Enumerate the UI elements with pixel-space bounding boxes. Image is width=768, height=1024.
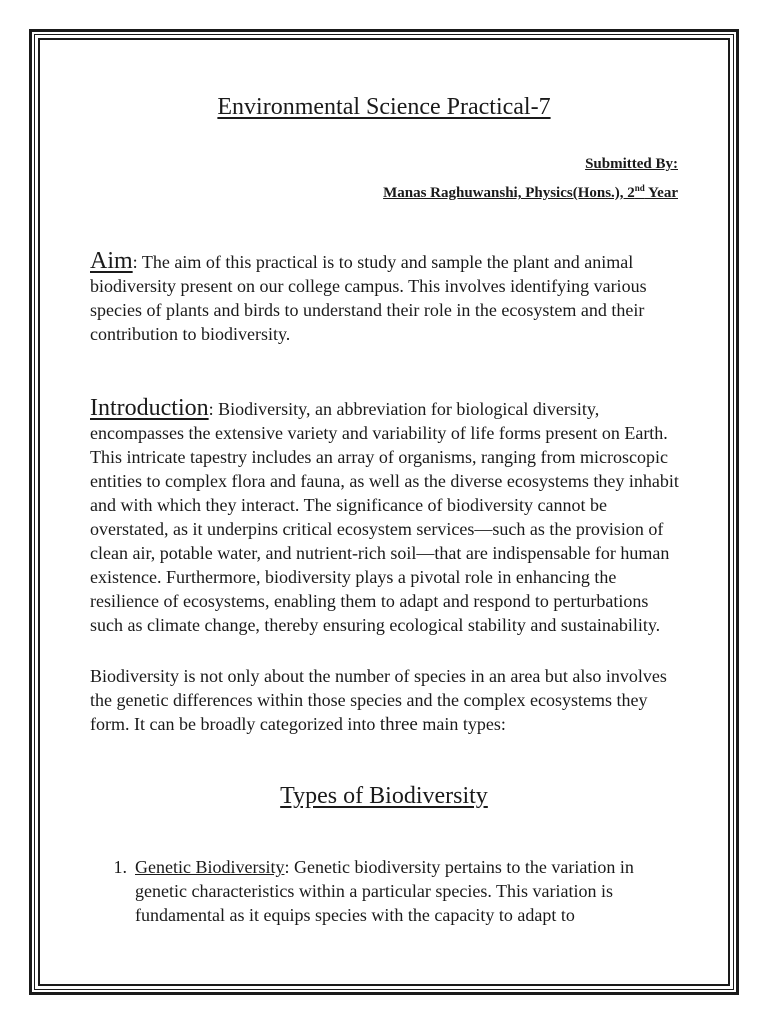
types-list	[90, 855, 685, 927]
aim-text: : The aim of this practical is to study and sample the plant and animal biodiversity present on our college campus. This involves identifying various species of plants and birds to understand their role in the ecosystem and their contribution to biodiversity.	[90, 252, 647, 344]
year-text: Year	[644, 185, 678, 201]
ordinal-suffix: nd	[634, 183, 645, 193]
list-item-body	[135, 855, 685, 927]
submitted-by-label: Submitted By:	[585, 156, 678, 172]
introduction-paragraph	[90, 396, 680, 637]
introduction-heading: Introduction	[90, 395, 209, 421]
list-item	[90, 855, 685, 927]
list-number: 1.	[113, 857, 127, 877]
list-text: : Genetic biodiversity pertains to the variation in genetic characteristics within a particular species. This variation is fundamental as it equips species with the capacity to adapt to	[135, 857, 634, 925]
types-heading: Types of Biodiversity	[280, 783, 488, 809]
author-line	[383, 183, 678, 202]
document-title: Environmental Science Practical-7	[217, 94, 551, 120]
paragraph-text-end: main types:	[417, 714, 506, 734]
author-name: Manas Raghuwanshi, Physics(Hons.), 2	[383, 185, 635, 201]
introduction-text: : Biodiversity, an abbreviation for biological diversity, encompasses the extensive variety and variability of life forms present on Earth. This intricate tapestry includes an array of organisms, ranging from microscopic entities to complex flora and fauna, as well as the diverse ecosystems they inhabit and with which they interact. The significance of biodiversity cannot be overstated, as it underpins critical ecosystem services—such as the provision of clean air, potable water, and nutrient-rich soil—that are indispensable for human existence. Furthermore, biodiversity plays a pivotal role in enhancing the resilience of ecosystems, enabling them to adapt and respond to perturbations such as climate change, thereby ensuring ecological stability and sustainability.	[90, 399, 679, 635]
biodiversity-types-paragraph	[90, 664, 680, 737]
aim-heading: Aim	[90, 248, 133, 274]
list-term: Genetic Biodiversity	[135, 857, 285, 877]
paragraph-text-start: Biodiversity is not only about the number of species in an area but also involves the genetic differences within those species and the complex ecosystems they form. It can be broadly categorized into	[90, 666, 667, 734]
paragraph-emphasis: three	[379, 714, 418, 735]
aim-paragraph	[90, 249, 680, 346]
